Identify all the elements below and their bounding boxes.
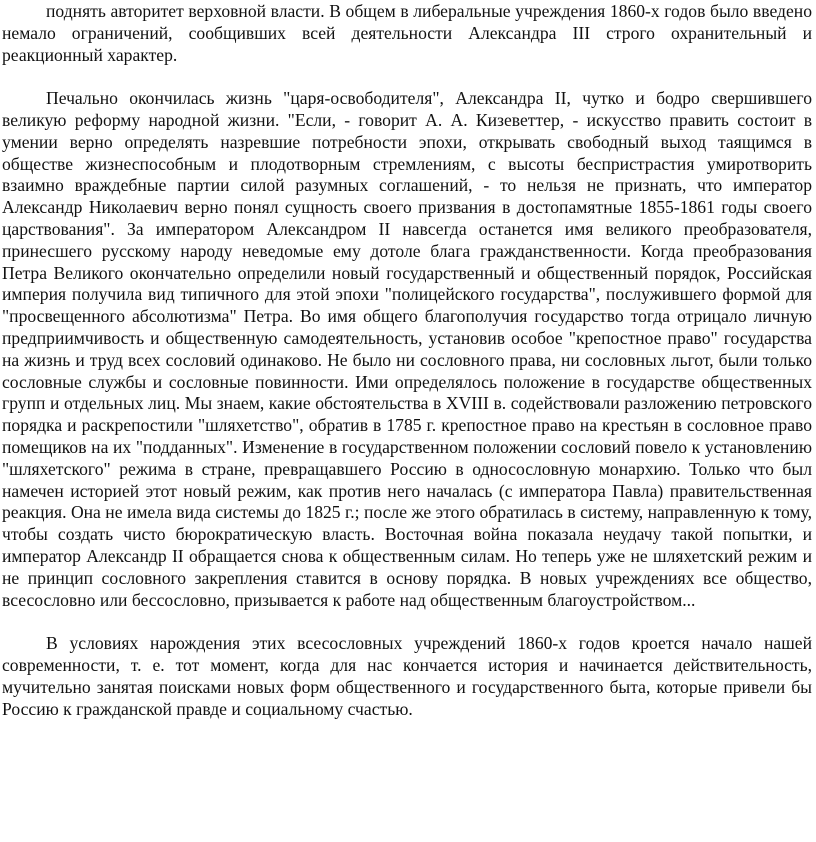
document-page — [2, 0, 812, 720]
paragraph-spacer — [2, 611, 812, 633]
paragraph-1: поднять авторитет верховной власти. В общем в либеральные учреждения 1860-х годов было введено немало ограничений, сообщивших всей деятельности Александра III строго охранительный и реакционный характер. — [2, 1, 812, 65]
paragraph-spacer — [2, 66, 812, 88]
paragraph-2: Печально окончилась жизнь "царя-освободителя", Александра II, чутко и бодро свершившего великую реформу народной жизни. "Если, - говорит А. А. Кизеветтер, - искусство править состоит в умении верно определять назревшие потребности эпохи, открывать свободный выход таящимся в обществе жизнеспособным и плодотворным стремлениям, с высоты беспристрастия умиротворить взаимно враждебные партии силой разумных соглашений, - то нельзя не признать, что император Александр Николаевич верно понял сущность своего призвания в достопамятные 1855-1861 годы своего царствования". За императором Александром II навсегда останется имя великого преобразователя, принесшего русскому народу неведомые ему дотоле блага гражданственности. Когда преобразования Петра Великого окончательно определили новый государственный и общественный порядок, Российская империя получила вид типичного для этой эпохи "полицейского государства", послужившего формой для "просвещенного абсолютизма" Петра. Во имя общего благополучия государство тогда отрицало личную предприимчивость и общественную самодеятельность, установив особое "крепостное право" государства на жизнь и труд всех сословий одинаково. Не было ни сословного права, ни сословных льгот, были только сословные службы и сословные повинности. Ими определялось положение в государстве общественных групп и отдельных лиц. Мы знаем, какие обстоятельства в XVIII в. содействовали разложению петровского порядка и раскрепостили "шляхетство", обратив в 1785 г. крепостное право на крестьян в сословное право помещиков на их "подданных". Изменение в государственном положении сословий повело к установлению "шляхетского" режима в стране, превращавшего Россию в односословную монархию. Только что был намечен историей этот новый режим, как против него началась (с императора Павла) правительственная реакция. Она не имела вида системы до 1825 г.; после же этого обратилась в систему, направленную к тому, чтобы создать чисто бюрократическую власть. Восточная война показала неудачу такой попытки, и император Александр II обращается снова к общественным силам. Но теперь уже не шляхетский режим и не принцип сословного закрепления ставится в основу порядка. В новых учреждениях все общество, всесословно или бессословно, призывается к работе над общественным благоустройством... — [2, 88, 812, 610]
paragraph-3: В условиях нарождения этих всесословных учреждений 1860-х годов кроется начало нашей современности, т. е. тот момент, когда для нас кончается история и начинается действительность, мучительно занятая поисками новых форм общественного и государственного быта, которые привели бы Россию к гражданской правде и социальному счастью. — [2, 633, 812, 719]
